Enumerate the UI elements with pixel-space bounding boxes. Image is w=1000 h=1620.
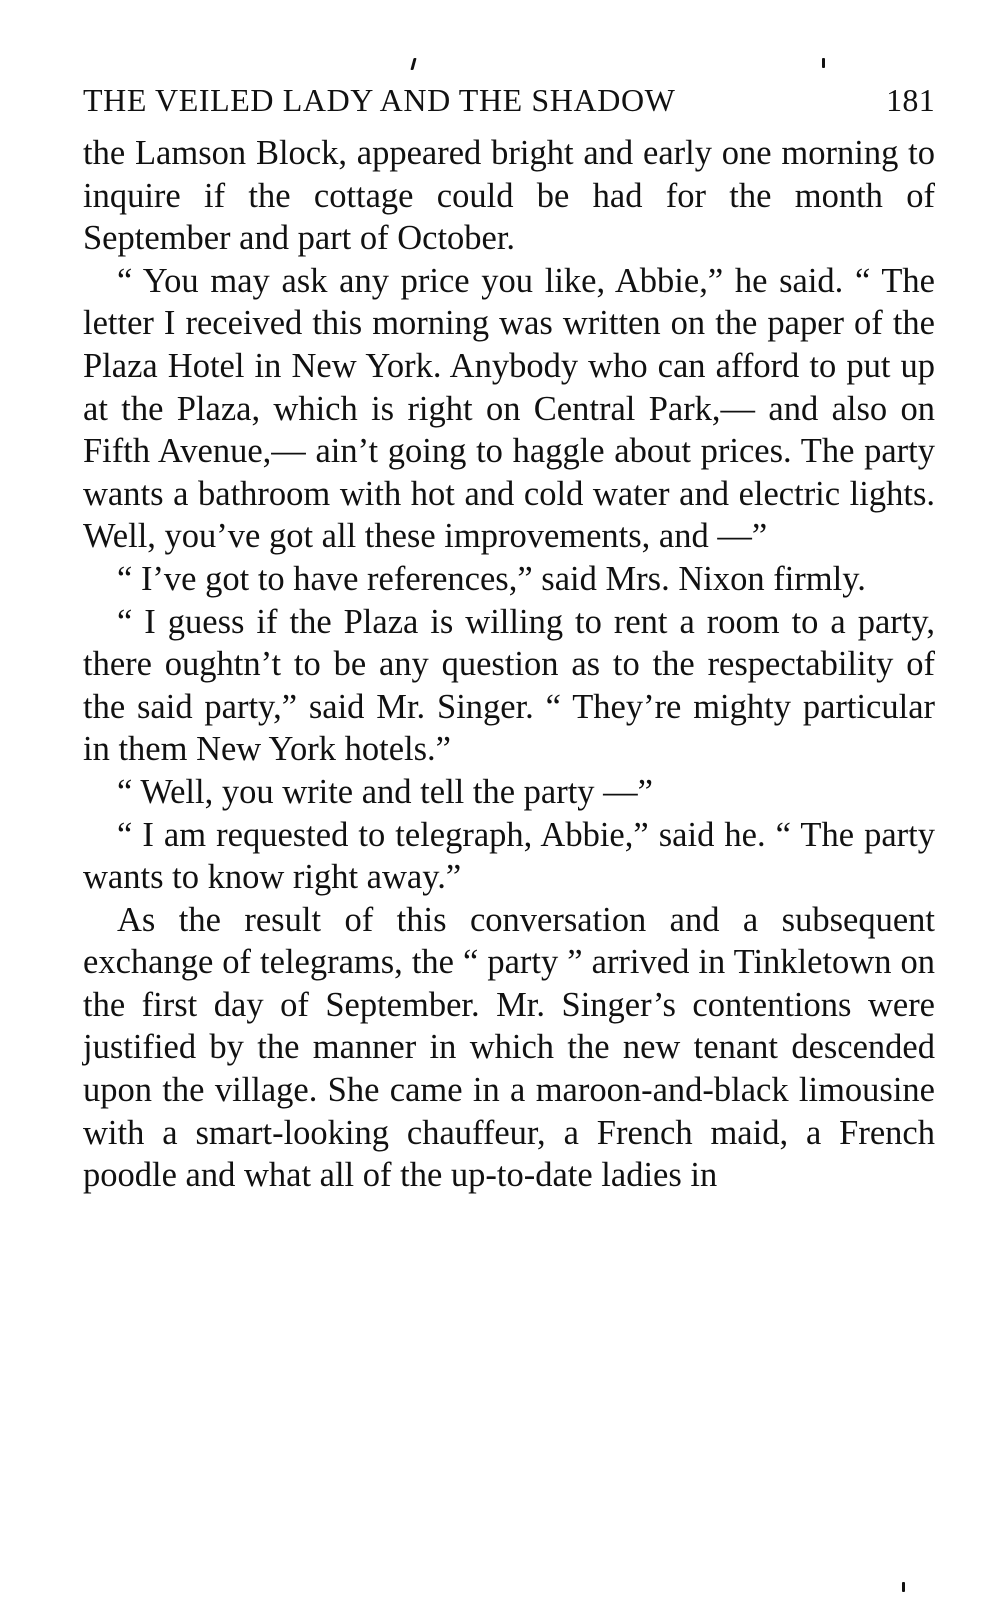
- page-number: 181: [886, 82, 935, 118]
- paragraph: As the result of this conversation and a subsequent exchange of telegrams, the “ party ” arrived in Tinkletown on the first day of September. Mr. Singer’s contentions were justified by the manner in which the new tenant descended upon the village. She came in a maroon-and-black limousine with a smart-looking chauffeur, a French maid, a French poodle and what all of the up-to-date ladies in: [83, 900, 935, 1195]
- paragraph: “ Well, you write and tell the party —”: [117, 772, 653, 811]
- paragraph: “ I guess if the Plaza is willing to rent a room to a party, there oughtn’t to be any question as to the respectability of the said party,” said Mr. Singer. “ They’re mighty particular in them New York hotels.”: [83, 602, 935, 769]
- paragraph: “ I am requested to telegraph, Abbie,” said he. “ The party wants to know right away.”: [83, 815, 935, 897]
- paragraph: the Lamson Block, appeared bright and early one morning to inquire if the cottage could be had for the month of September and part of October.: [83, 134, 935, 258]
- running-head-title: THE VEILED LADY AND THE SHADOW: [83, 82, 676, 118]
- scan-mark: [822, 58, 825, 68]
- paragraph: “ You may ask any price you like, Abbie,” he said. “ The letter I received this morning was written on the paper of the Plaza Hotel in New York. Anybody who can afford to put up at the Plaza, which is right on Central Park,— and also on Fifth Avenue,— ain’t going to haggle about prices. The party wants a bathroom with hot and cold water and electric lights. Well, you’ve got all these improvements, and —”: [83, 261, 935, 556]
- scan-mark: [410, 58, 416, 70]
- body-text: [83, 132, 935, 1197]
- scan-mark: [902, 1582, 905, 1592]
- paragraph: “ I’ve got to have references,” said Mrs. Nixon firmly.: [117, 559, 866, 598]
- book-page: [83, 80, 935, 1197]
- running-head: [83, 80, 935, 132]
